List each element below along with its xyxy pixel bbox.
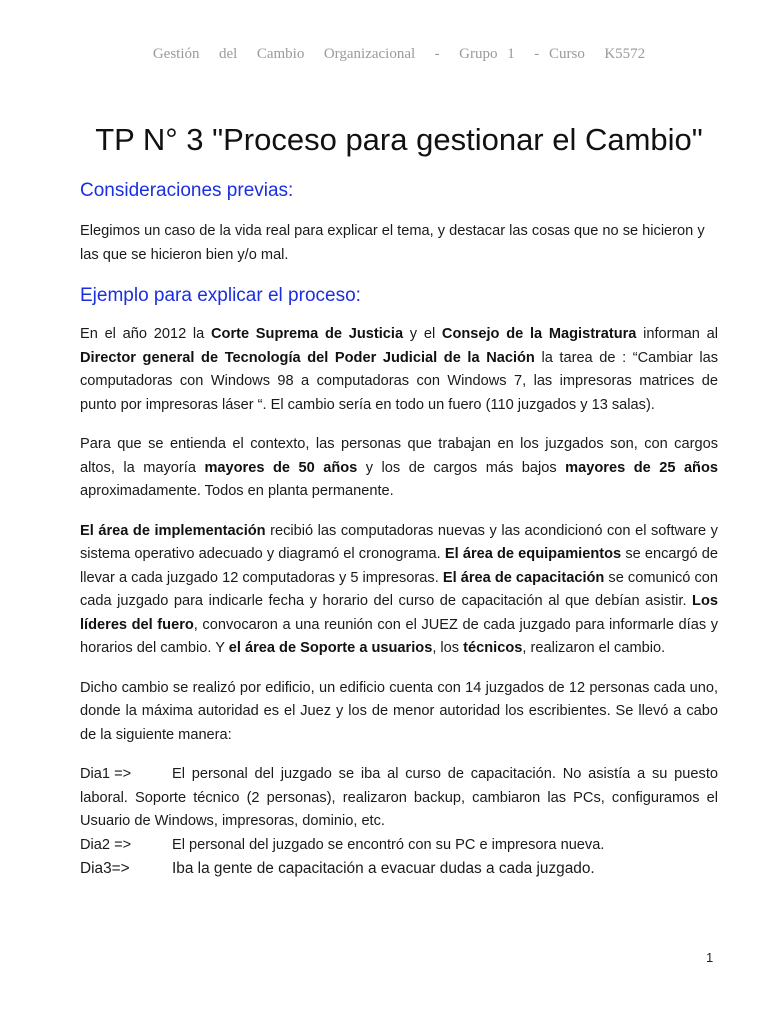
day-label: Dia3=> bbox=[80, 860, 130, 877]
section-heading-example: Ejemplo para explicar el proceso: bbox=[80, 285, 361, 306]
day-text: El personal del juzgado se encontró con su PC e impresora nueva. bbox=[172, 836, 605, 853]
paragraph-procedure: Dicho cambio se realizó por edificio, un edificio cuenta con 14 juzgados de 12 personas cada uno, donde la máxima autoridad es el Juez y los de menor autoridad los escribientes. Se llevó a cabo de la siguiente manera: bbox=[80, 679, 718, 743]
day-text: El personal del juzgado se iba al curso de capacitación. No asistía a su puesto laboral. Soporte técnico (2 personas), realizaron backup, cambiaron las PCs, configuramos el Usuario de Windows, impresoras, dominio, etc. bbox=[80, 766, 718, 829]
day-label: Dia2 => bbox=[80, 836, 132, 853]
page-header: Gestión del Cambio Organizacional - Grupo 1 - Curso K5572 bbox=[152, 46, 646, 62]
paragraph-staff-context: Para que se entienda el contexto, las personas que trabajan en los juzgados son, con cargos altos, la mayoría mayores de 50 años y los de cargos más bajos mayores de 25 años aproximadamente. Todos en planta permanente. bbox=[80, 436, 719, 499]
day-label: Dia1 => bbox=[80, 766, 132, 782]
paragraph-context-2012: En el año 2012 la Corte Suprema de Justicia y el Consejo de la Magistratura informan al Director general de Tecnología del Poder Judicial de la Nación la tarea de : “Cambiar las computadoras con Windows 98 a computadoras con Windows 7, las impresoras matrices de punto por impresoras láser “. El cambio sería en todo un fuero (110 juzgados y 13 salas). bbox=[80, 326, 719, 413]
day-entry bbox=[80, 834, 718, 858]
day-entry bbox=[80, 857, 718, 881]
paragraph-areas: El área de implementación recibió las computadoras nuevas y las acondicionó con el software y sistema operativo adecuado y diagramó el cronograma. El área de equipamientos se encargó de llevar a cada juzgado 12 computadoras y 5 impresoras. El área de capacitación se comunicó con cada juzgado para indicarle fecha y horario del curso de capacitación al que debían asistir. Los líderes del fuero, convocaron a una reunión con el JUEZ de cada juzgado para informarle días y horarios del cambio. Y el área de Soporte a usuarios, los técnicos, realizaron el cambio. bbox=[80, 522, 718, 656]
paragraph-considerations: Elegimos un caso de la vida real para explicar el tema, y destacar las cosas que no se hicieron y las que se hicieron bien y/o mal. bbox=[80, 223, 705, 263]
document-title: TP N° 3 "Proceso para gestionar el Cambio" bbox=[95, 122, 703, 157]
section-heading-considerations: Consideraciones previas: bbox=[80, 180, 294, 201]
day-text: Iba la gente de capacitación a evacuar dudas a cada juzgado. bbox=[172, 860, 595, 877]
document-body bbox=[80, 180, 718, 881]
day-entry bbox=[80, 763, 718, 834]
page-number: 1 bbox=[706, 950, 714, 965]
